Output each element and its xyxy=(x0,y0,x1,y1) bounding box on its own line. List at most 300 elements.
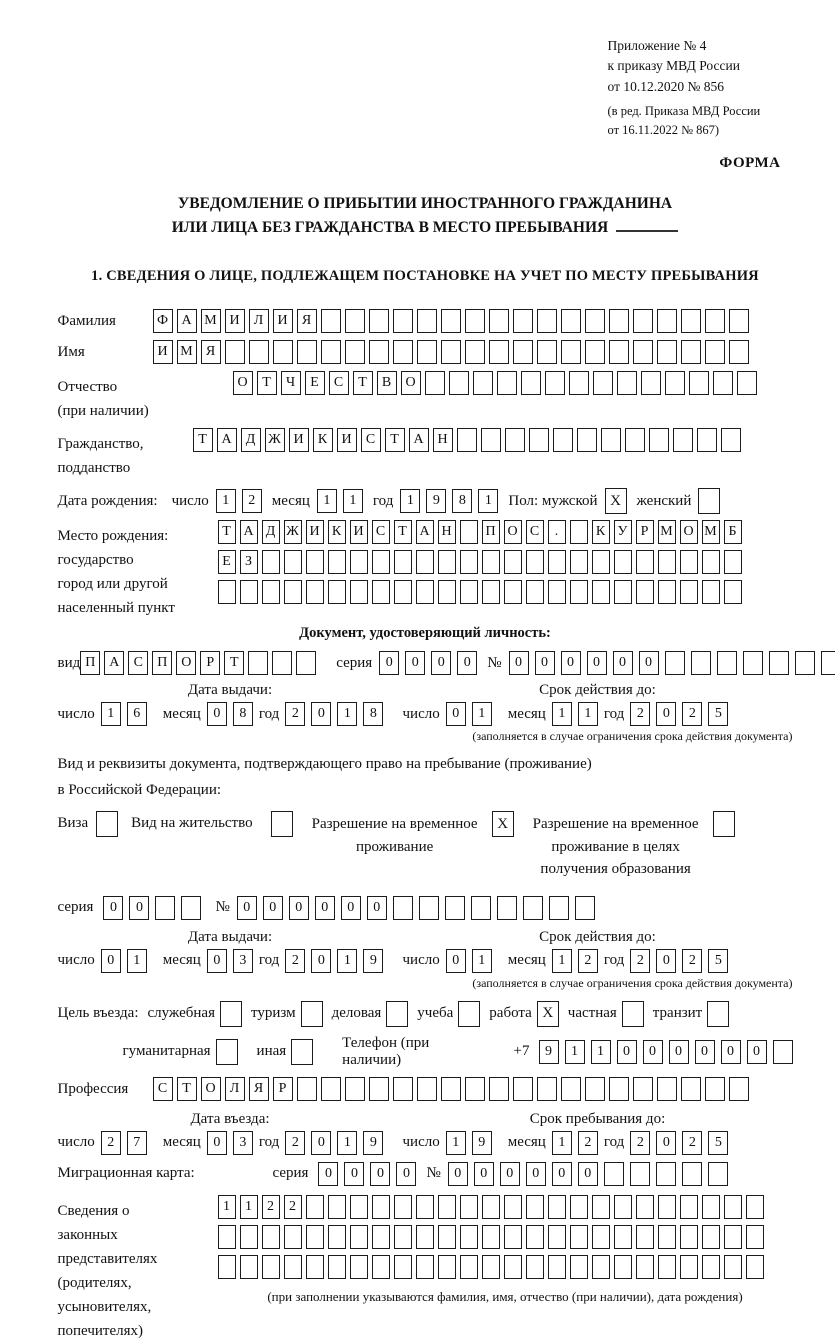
form-cell[interactable] xyxy=(570,1195,588,1219)
form-cell[interactable]: А xyxy=(177,309,197,333)
form-cell[interactable] xyxy=(328,1195,346,1219)
form-cell[interactable]: 0 xyxy=(101,949,121,973)
form-cell[interactable] xyxy=(438,550,456,574)
form-cell[interactable]: Т xyxy=(257,371,277,395)
form-cell[interactable] xyxy=(657,340,677,364)
form-cell[interactable]: И xyxy=(273,309,293,333)
form-cell[interactable]: В xyxy=(377,371,397,395)
form-cell[interactable] xyxy=(372,1195,390,1219)
form-cell[interactable]: 0 xyxy=(526,1162,546,1186)
form-cell[interactable]: 1 xyxy=(317,489,337,513)
form-cell[interactable] xyxy=(570,550,588,574)
form-cell[interactable]: 2 xyxy=(578,1131,598,1155)
form-cell[interactable] xyxy=(284,1225,302,1249)
form-cell[interactable] xyxy=(497,896,517,920)
form-cell[interactable] xyxy=(497,371,517,395)
form-cell[interactable] xyxy=(681,340,701,364)
form-cell[interactable] xyxy=(614,550,632,574)
form-cell[interactable] xyxy=(416,580,434,604)
form-cell[interactable]: 1 xyxy=(478,489,498,513)
purpose-tourism-checkbox[interactable] xyxy=(301,1001,323,1027)
form-cell[interactable] xyxy=(372,580,390,604)
form-cell[interactable] xyxy=(614,1225,632,1249)
form-cell[interactable]: О xyxy=(233,371,253,395)
sex-male-checkbox[interactable]: X xyxy=(605,488,627,514)
form-cell[interactable] xyxy=(609,309,629,333)
form-cell[interactable]: 0 xyxy=(431,651,451,675)
form-cell[interactable]: 2 xyxy=(630,702,650,726)
form-cell[interactable]: И xyxy=(306,520,324,544)
form-cell[interactable] xyxy=(773,1040,793,1064)
form-cell[interactable] xyxy=(465,309,485,333)
form-cell[interactable]: 0 xyxy=(656,702,676,726)
form-cell[interactable] xyxy=(717,651,737,675)
form-cell[interactable] xyxy=(614,580,632,604)
form-cell[interactable] xyxy=(713,371,733,395)
form-cell[interactable] xyxy=(521,371,541,395)
form-cell[interactable] xyxy=(296,651,316,675)
form-cell[interactable]: 0 xyxy=(500,1162,520,1186)
form-cell[interactable] xyxy=(575,896,595,920)
form-cell[interactable]: 0 xyxy=(552,1162,572,1186)
purpose-business-checkbox[interactable] xyxy=(220,1001,242,1027)
form-cell[interactable]: 0 xyxy=(341,896,361,920)
form-cell[interactable] xyxy=(218,1225,236,1249)
form-cell[interactable]: К xyxy=(328,520,346,544)
form-cell[interactable]: Т xyxy=(394,520,412,544)
form-cell[interactable] xyxy=(504,550,522,574)
form-cell[interactable] xyxy=(649,428,669,452)
form-cell[interactable]: С xyxy=(372,520,390,544)
form-cell[interactable] xyxy=(350,550,368,574)
purpose-study-checkbox[interactable] xyxy=(458,1001,480,1027)
form-cell[interactable]: 0 xyxy=(457,651,477,675)
form-cell[interactable]: 0 xyxy=(207,702,227,726)
form-cell[interactable] xyxy=(225,340,245,364)
form-cell[interactable] xyxy=(821,651,835,675)
form-cell[interactable]: 0 xyxy=(207,1131,227,1155)
form-cell[interactable]: 1 xyxy=(552,949,572,973)
purpose-private-checkbox[interactable] xyxy=(622,1001,644,1027)
form-cell[interactable] xyxy=(705,1077,725,1101)
form-cell[interactable]: Р xyxy=(273,1077,293,1101)
form-cell[interactable]: С xyxy=(526,520,544,544)
form-cell[interactable]: 1 xyxy=(565,1040,585,1064)
form-cell[interactable] xyxy=(262,550,280,574)
form-cell[interactable] xyxy=(601,428,621,452)
form-cell[interactable]: 1 xyxy=(578,702,598,726)
form-cell[interactable] xyxy=(441,309,461,333)
form-cell[interactable] xyxy=(284,1255,302,1279)
form-cell[interactable] xyxy=(708,1162,728,1186)
form-cell[interactable] xyxy=(350,1195,368,1219)
form-cell[interactable]: 1 xyxy=(216,489,236,513)
form-cell[interactable] xyxy=(614,1255,632,1279)
form-cell[interactable] xyxy=(482,1255,500,1279)
form-cell[interactable] xyxy=(345,309,365,333)
form-cell[interactable]: 1 xyxy=(337,949,357,973)
form-cell[interactable] xyxy=(445,896,465,920)
form-cell[interactable]: 2 xyxy=(285,1131,305,1155)
form-cell[interactable] xyxy=(697,428,717,452)
form-cell[interactable]: 0 xyxy=(535,651,555,675)
form-cell[interactable] xyxy=(504,1255,522,1279)
form-cell[interactable]: 0 xyxy=(103,896,123,920)
form-cell[interactable]: Т xyxy=(224,651,244,675)
form-cell[interactable] xyxy=(702,1225,720,1249)
form-cell[interactable]: Е xyxy=(218,550,236,574)
form-cell[interactable] xyxy=(636,1195,654,1219)
form-cell[interactable] xyxy=(729,340,749,364)
form-cell[interactable] xyxy=(746,1225,764,1249)
form-cell[interactable] xyxy=(548,1195,566,1219)
form-cell[interactable] xyxy=(614,1195,632,1219)
form-cell[interactable] xyxy=(465,340,485,364)
form-cell[interactable] xyxy=(545,371,565,395)
purpose-other-checkbox[interactable] xyxy=(291,1039,313,1065)
form-cell[interactable] xyxy=(505,428,525,452)
form-cell[interactable]: И xyxy=(337,428,357,452)
form-cell[interactable] xyxy=(609,340,629,364)
form-cell[interactable] xyxy=(306,580,324,604)
form-cell[interactable] xyxy=(394,1255,412,1279)
form-cell[interactable] xyxy=(372,550,390,574)
form-cell[interactable]: 5 xyxy=(708,1131,728,1155)
form-cell[interactable]: И xyxy=(153,340,173,364)
form-cell[interactable]: 0 xyxy=(639,651,659,675)
form-cell[interactable] xyxy=(350,1225,368,1249)
form-cell[interactable] xyxy=(743,651,763,675)
form-cell[interactable]: 0 xyxy=(656,1131,676,1155)
form-cell[interactable] xyxy=(416,1255,434,1279)
option-temp-residence-education-checkbox[interactable] xyxy=(713,811,735,837)
form-cell[interactable] xyxy=(240,580,258,604)
form-cell[interactable]: . xyxy=(548,520,566,544)
form-cell[interactable] xyxy=(306,1255,324,1279)
form-cell[interactable]: 0 xyxy=(747,1040,767,1064)
form-cell[interactable] xyxy=(438,1195,456,1219)
form-cell[interactable]: А xyxy=(104,651,124,675)
form-cell[interactable] xyxy=(321,309,341,333)
form-cell[interactable]: 0 xyxy=(289,896,309,920)
form-cell[interactable] xyxy=(702,1195,720,1219)
form-cell[interactable]: 1 xyxy=(472,949,492,973)
form-cell[interactable] xyxy=(630,1162,650,1186)
form-cell[interactable] xyxy=(482,550,500,574)
form-cell[interactable]: 0 xyxy=(578,1162,598,1186)
form-cell[interactable] xyxy=(460,520,478,544)
form-cell[interactable] xyxy=(592,580,610,604)
form-cell[interactable] xyxy=(513,340,533,364)
form-cell[interactable]: 9 xyxy=(363,1131,383,1155)
form-cell[interactable]: 8 xyxy=(363,702,383,726)
form-cell[interactable] xyxy=(657,1077,677,1101)
form-cell[interactable]: Р xyxy=(636,520,654,544)
form-cell[interactable]: 0 xyxy=(344,1162,364,1186)
form-cell[interactable] xyxy=(526,580,544,604)
form-cell[interactable]: С xyxy=(128,651,148,675)
form-cell[interactable]: 0 xyxy=(446,702,466,726)
form-cell[interactable]: 0 xyxy=(237,896,257,920)
form-cell[interactable] xyxy=(592,1225,610,1249)
form-cell[interactable] xyxy=(523,896,543,920)
form-cell[interactable]: М xyxy=(201,309,221,333)
form-cell[interactable] xyxy=(529,428,549,452)
form-cell[interactable] xyxy=(549,896,569,920)
form-cell[interactable] xyxy=(155,896,175,920)
form-cell[interactable] xyxy=(393,309,413,333)
form-cell[interactable] xyxy=(393,340,413,364)
form-cell[interactable] xyxy=(548,550,566,574)
purpose-work-checkbox[interactable]: X xyxy=(537,1001,559,1027)
form-cell[interactable] xyxy=(702,550,720,574)
form-cell[interactable] xyxy=(394,580,412,604)
form-cell[interactable]: Ж xyxy=(284,520,302,544)
form-cell[interactable]: 0 xyxy=(643,1040,663,1064)
form-cell[interactable]: С xyxy=(361,428,381,452)
form-cell[interactable]: 0 xyxy=(474,1162,494,1186)
form-cell[interactable] xyxy=(617,371,637,395)
form-cell[interactable] xyxy=(592,1255,610,1279)
form-cell[interactable] xyxy=(537,309,557,333)
form-cell[interactable] xyxy=(548,1225,566,1249)
form-cell[interactable]: 9 xyxy=(363,949,383,973)
form-cell[interactable] xyxy=(681,309,701,333)
form-cell[interactable] xyxy=(181,896,201,920)
form-cell[interactable] xyxy=(416,1225,434,1249)
form-cell[interactable] xyxy=(394,550,412,574)
form-cell[interactable] xyxy=(680,580,698,604)
form-cell[interactable]: А xyxy=(217,428,237,452)
form-cell[interactable]: 2 xyxy=(682,702,702,726)
form-cell[interactable] xyxy=(737,371,757,395)
form-cell[interactable]: 0 xyxy=(656,949,676,973)
form-cell[interactable] xyxy=(249,340,269,364)
form-cell[interactable]: П xyxy=(80,651,100,675)
form-cell[interactable] xyxy=(592,1195,610,1219)
form-cell[interactable]: 0 xyxy=(311,702,331,726)
form-cell[interactable] xyxy=(729,309,749,333)
form-cell[interactable] xyxy=(570,520,588,544)
form-cell[interactable] xyxy=(705,309,725,333)
form-cell[interactable]: 2 xyxy=(285,949,305,973)
form-cell[interactable]: 0 xyxy=(379,651,399,675)
form-cell[interactable]: А xyxy=(240,520,258,544)
form-cell[interactable] xyxy=(273,340,293,364)
form-cell[interactable] xyxy=(526,550,544,574)
form-cell[interactable] xyxy=(441,1077,461,1101)
form-cell[interactable] xyxy=(441,340,461,364)
form-cell[interactable] xyxy=(702,1255,720,1279)
form-cell[interactable]: 9 xyxy=(472,1131,492,1155)
form-cell[interactable]: 2 xyxy=(682,949,702,973)
form-cell[interactable] xyxy=(658,1255,676,1279)
form-cell[interactable] xyxy=(592,550,610,574)
form-cell[interactable] xyxy=(636,580,654,604)
form-cell[interactable] xyxy=(262,1225,280,1249)
option-visa-checkbox[interactable] xyxy=(96,811,118,837)
form-cell[interactable] xyxy=(513,1077,533,1101)
form-cell[interactable] xyxy=(681,1077,701,1101)
form-cell[interactable]: 0 xyxy=(318,1162,338,1186)
form-cell[interactable]: 6 xyxy=(127,702,147,726)
form-cell[interactable] xyxy=(248,651,268,675)
form-cell[interactable] xyxy=(417,1077,437,1101)
form-cell[interactable]: У xyxy=(614,520,632,544)
option-temp-residence-checkbox[interactable]: X xyxy=(492,811,514,837)
form-cell[interactable]: 1 xyxy=(472,702,492,726)
sex-female-checkbox[interactable] xyxy=(698,488,720,514)
form-cell[interactable]: М xyxy=(658,520,676,544)
form-cell[interactable] xyxy=(769,651,789,675)
form-cell[interactable]: 1 xyxy=(240,1195,258,1219)
form-cell[interactable] xyxy=(465,1077,485,1101)
form-cell[interactable] xyxy=(526,1225,544,1249)
form-cell[interactable] xyxy=(272,651,292,675)
form-cell[interactable] xyxy=(473,371,493,395)
form-cell[interactable] xyxy=(665,651,685,675)
form-cell[interactable] xyxy=(665,371,685,395)
form-cell[interactable]: А xyxy=(416,520,434,544)
form-cell[interactable] xyxy=(345,340,365,364)
form-cell[interactable] xyxy=(504,1195,522,1219)
form-cell[interactable] xyxy=(537,1077,557,1101)
form-cell[interactable]: Д xyxy=(241,428,261,452)
form-cell[interactable]: Л xyxy=(249,309,269,333)
form-cell[interactable]: Ч xyxy=(281,371,301,395)
form-cell[interactable] xyxy=(746,1195,764,1219)
form-cell[interactable] xyxy=(416,1195,434,1219)
form-cell[interactable] xyxy=(471,896,491,920)
form-cell[interactable] xyxy=(561,340,581,364)
form-cell[interactable]: 5 xyxy=(708,702,728,726)
form-cell[interactable] xyxy=(489,309,509,333)
form-cell[interactable]: Т xyxy=(385,428,405,452)
form-cell[interactable]: Ж xyxy=(265,428,285,452)
form-cell[interactable] xyxy=(284,580,302,604)
form-cell[interactable]: 2 xyxy=(578,949,598,973)
form-cell[interactable]: С xyxy=(329,371,349,395)
form-cell[interactable]: 0 xyxy=(613,651,633,675)
form-cell[interactable] xyxy=(306,550,324,574)
form-cell[interactable] xyxy=(682,1162,702,1186)
form-cell[interactable] xyxy=(504,1225,522,1249)
form-cell[interactable] xyxy=(417,309,437,333)
form-cell[interactable] xyxy=(460,1225,478,1249)
form-cell[interactable]: И xyxy=(350,520,368,544)
form-cell[interactable] xyxy=(658,1225,676,1249)
form-cell[interactable] xyxy=(489,1077,509,1101)
form-cell[interactable]: 0 xyxy=(405,651,425,675)
form-cell[interactable] xyxy=(680,1195,698,1219)
form-cell[interactable]: 2 xyxy=(630,1131,650,1155)
form-cell[interactable]: 1 xyxy=(446,1131,466,1155)
form-cell[interactable] xyxy=(724,1195,742,1219)
form-cell[interactable] xyxy=(262,580,280,604)
form-cell[interactable] xyxy=(691,651,711,675)
form-cell[interactable] xyxy=(658,1195,676,1219)
form-cell[interactable]: О xyxy=(401,371,421,395)
form-cell[interactable] xyxy=(658,580,676,604)
form-cell[interactable] xyxy=(321,1077,341,1101)
form-cell[interactable]: 0 xyxy=(695,1040,715,1064)
form-cell[interactable]: 0 xyxy=(721,1040,741,1064)
form-cell[interactable]: 8 xyxy=(452,489,472,513)
form-cell[interactable] xyxy=(680,550,698,574)
form-cell[interactable]: Т xyxy=(353,371,373,395)
form-cell[interactable] xyxy=(729,1077,749,1101)
form-cell[interactable] xyxy=(297,1077,317,1101)
form-cell[interactable] xyxy=(240,1225,258,1249)
form-cell[interactable] xyxy=(721,428,741,452)
form-cell[interactable] xyxy=(218,1255,236,1279)
form-cell[interactable] xyxy=(561,309,581,333)
form-cell[interactable]: 5 xyxy=(708,949,728,973)
form-cell[interactable]: 1 xyxy=(591,1040,611,1064)
form-cell[interactable]: С xyxy=(153,1077,173,1101)
form-cell[interactable] xyxy=(641,371,661,395)
form-cell[interactable] xyxy=(425,371,445,395)
form-cell[interactable]: М xyxy=(702,520,720,544)
form-cell[interactable]: 0 xyxy=(561,651,581,675)
form-cell[interactable] xyxy=(321,340,341,364)
form-cell[interactable] xyxy=(570,1255,588,1279)
form-cell[interactable] xyxy=(689,371,709,395)
form-cell[interactable] xyxy=(585,340,605,364)
form-cell[interactable] xyxy=(240,1255,258,1279)
form-cell[interactable] xyxy=(526,1195,544,1219)
form-cell[interactable] xyxy=(449,371,469,395)
form-cell[interactable] xyxy=(369,309,389,333)
form-cell[interactable]: 2 xyxy=(630,949,650,973)
form-cell[interactable] xyxy=(284,550,302,574)
form-cell[interactable] xyxy=(537,340,557,364)
form-cell[interactable] xyxy=(306,1195,324,1219)
form-cell[interactable] xyxy=(673,428,693,452)
form-cell[interactable] xyxy=(482,1195,500,1219)
form-cell[interactable]: 9 xyxy=(426,489,446,513)
form-cell[interactable] xyxy=(394,1195,412,1219)
form-cell[interactable]: 1 xyxy=(218,1195,236,1219)
form-cell[interactable]: 0 xyxy=(263,896,283,920)
form-cell[interactable] xyxy=(328,1255,346,1279)
form-cell[interactable] xyxy=(460,1195,478,1219)
form-cell[interactable] xyxy=(369,340,389,364)
form-cell[interactable]: 1 xyxy=(337,702,357,726)
form-cell[interactable]: О xyxy=(504,520,522,544)
form-cell[interactable] xyxy=(633,340,653,364)
form-cell[interactable] xyxy=(636,550,654,574)
form-cell[interactable]: 1 xyxy=(400,489,420,513)
form-cell[interactable] xyxy=(636,1225,654,1249)
form-cell[interactable] xyxy=(636,1255,654,1279)
purpose-transit-checkbox[interactable] xyxy=(707,1001,729,1027)
form-cell[interactable]: 2 xyxy=(682,1131,702,1155)
form-cell[interactable]: 2 xyxy=(262,1195,280,1219)
form-cell[interactable] xyxy=(350,1255,368,1279)
form-cell[interactable] xyxy=(393,896,413,920)
form-cell[interactable] xyxy=(416,550,434,574)
form-cell[interactable]: П xyxy=(482,520,500,544)
form-cell[interactable]: Д xyxy=(262,520,280,544)
form-cell[interactable] xyxy=(548,1255,566,1279)
form-cell[interactable] xyxy=(460,580,478,604)
form-cell[interactable]: 0 xyxy=(129,896,149,920)
form-cell[interactable]: 1 xyxy=(552,1131,572,1155)
form-cell[interactable] xyxy=(438,1225,456,1249)
option-residence-permit-checkbox[interactable] xyxy=(271,811,293,837)
purpose-humanitarian-checkbox[interactable] xyxy=(216,1039,238,1065)
